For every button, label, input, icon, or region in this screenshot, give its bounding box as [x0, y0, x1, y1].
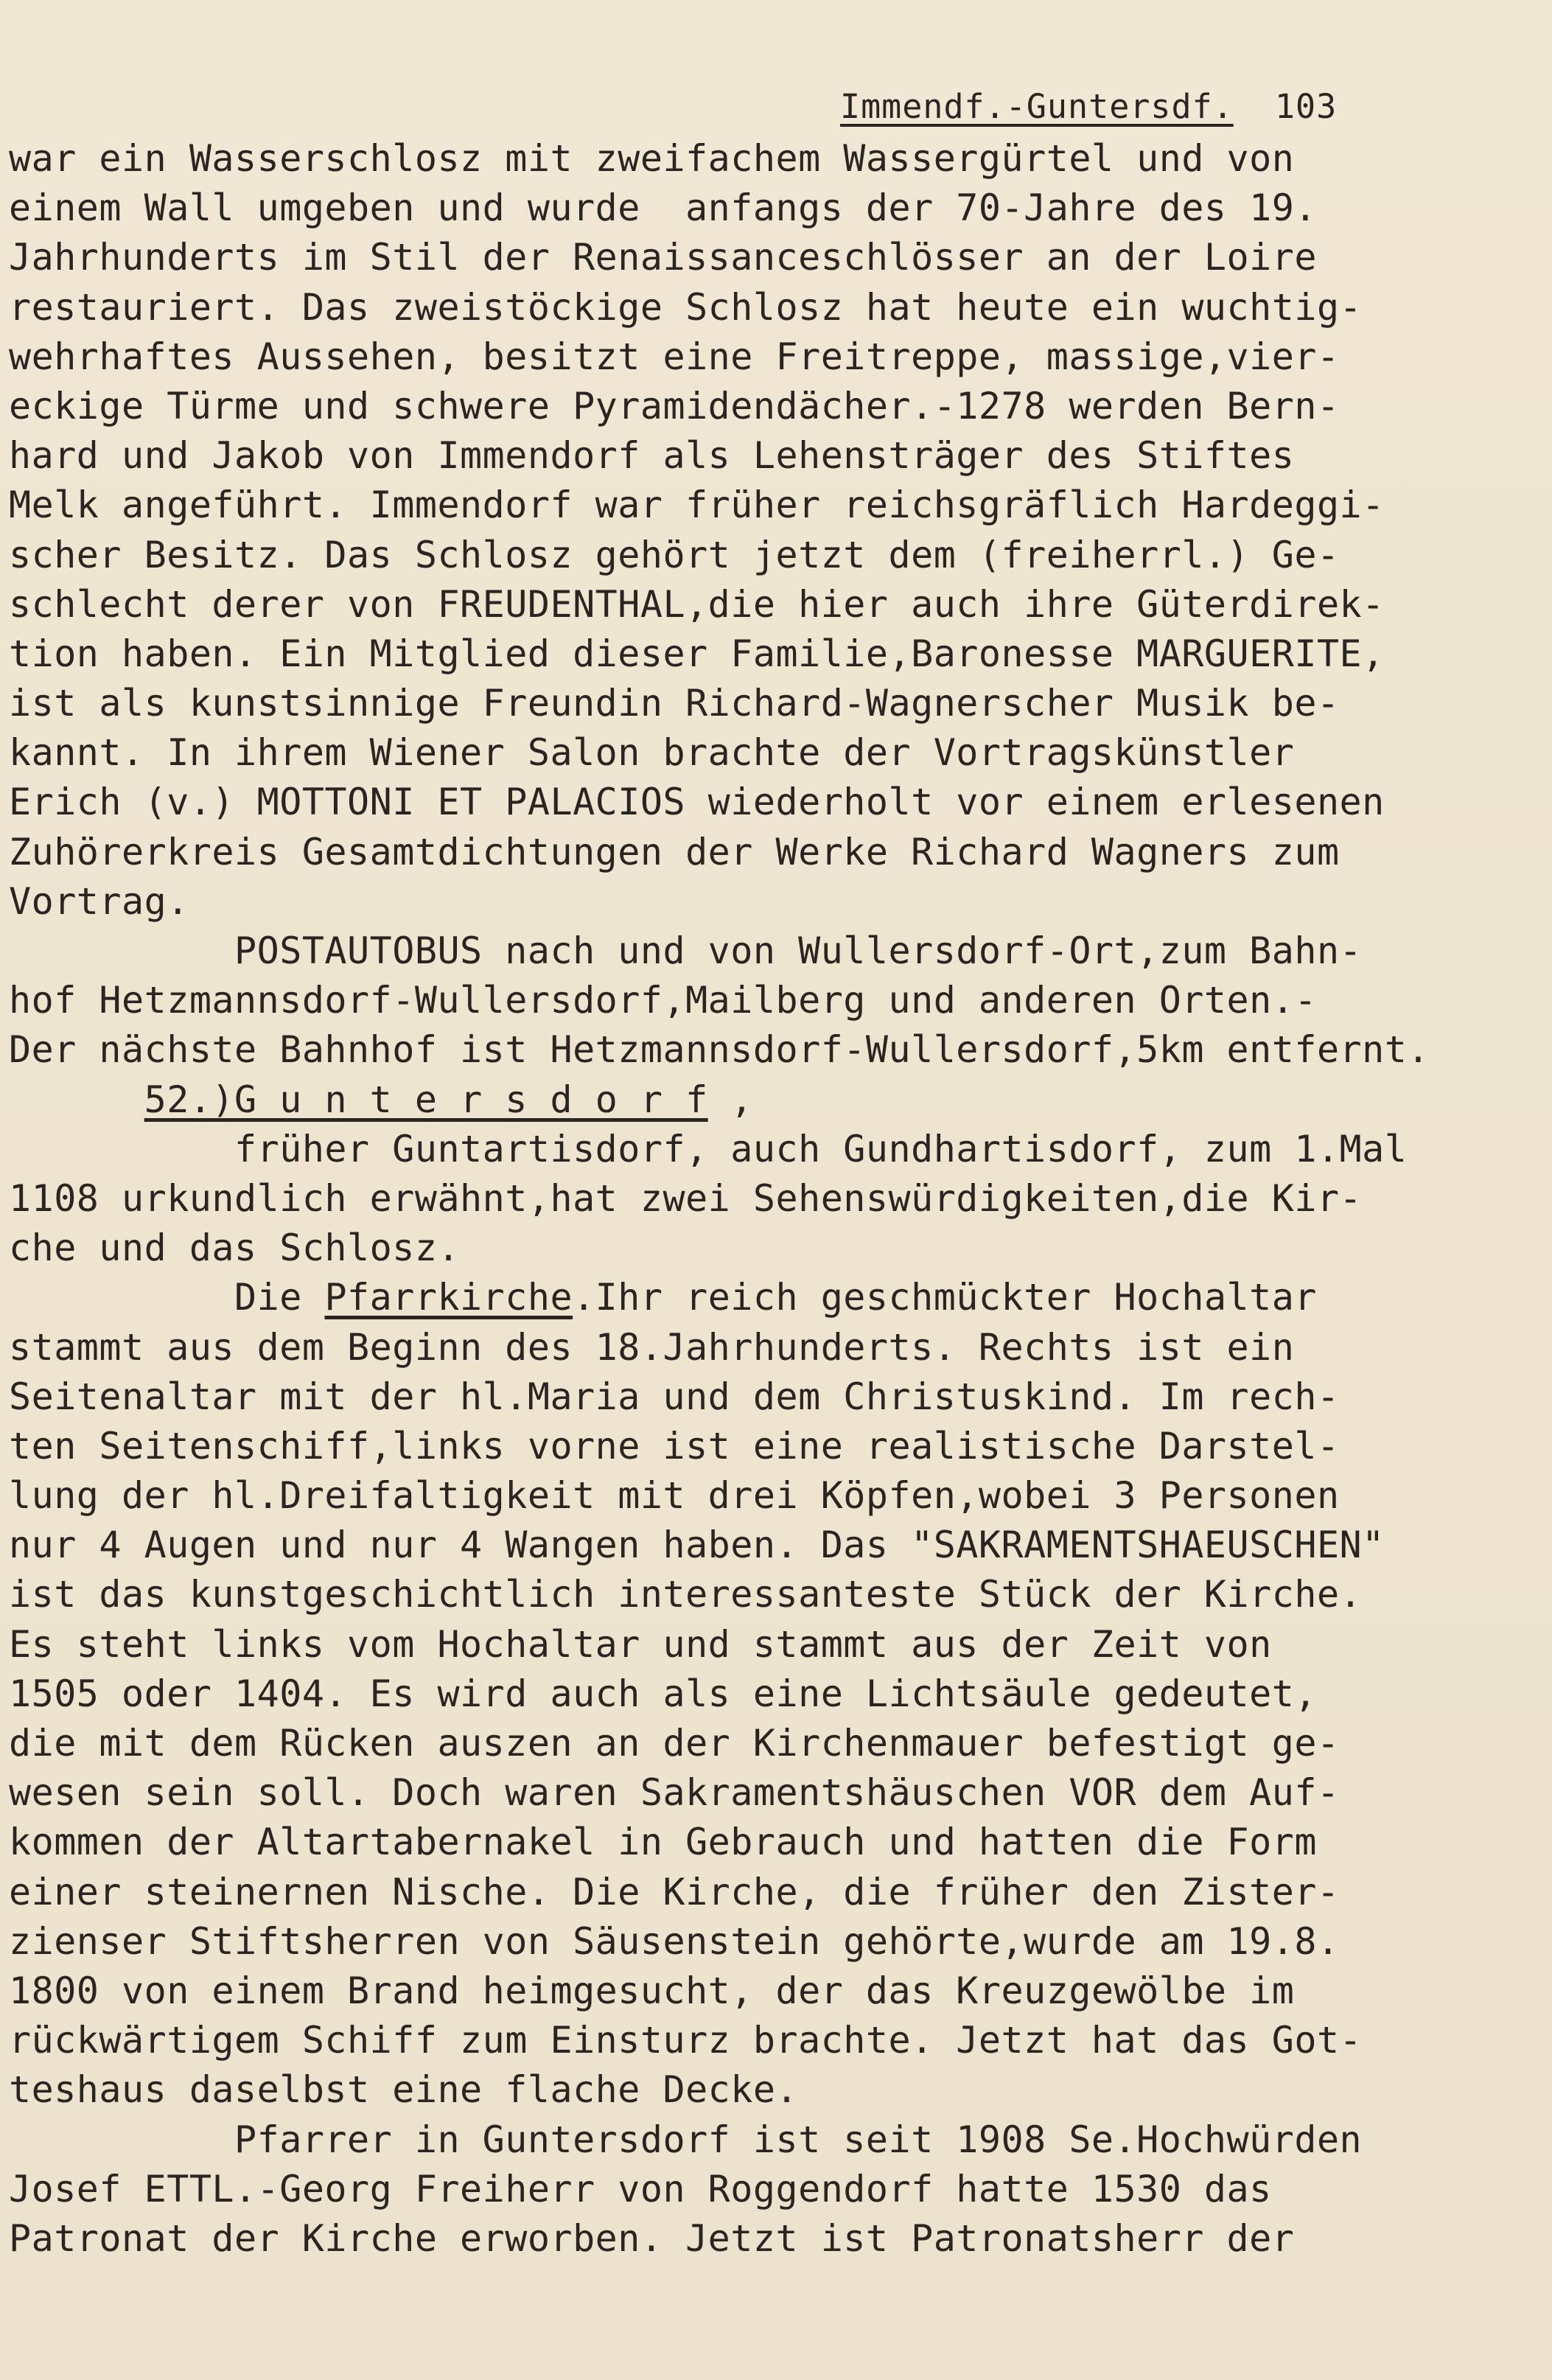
text-line: schlecht derer von FREUDENTHAL,die hier auch ihre Güterdirek- [9, 582, 1385, 626]
text-line: hard und Jakob von Immendorf als Lehensträger des Stiftes [9, 434, 1295, 478]
text-line: eckige Türme und schwere Pyramidendächer.-1278 werden Bern- [9, 384, 1340, 428]
text-line: einem Wall umgeben und wurde anfangs der 70-Jahre des 19. [9, 186, 1317, 230]
text-line: Zuhörerkreis Gesamtdichtungen der Werke Richard Wagners zum [9, 830, 1340, 873]
header-place: Immendf.-Guntersdf. [840, 87, 1234, 126]
text-line: hof Hetzmannsdorf-Wullersdorf,Mailberg und anderen Orten.- [9, 979, 1317, 1022]
text-line: 1800 von einem Brand heimgesucht, der das Kreuzgewölbe im [9, 1969, 1295, 2012]
text-line: Erich (v.) MOTTONI ET PALACIOS wiederholt vor einem erlesenen [9, 781, 1385, 824]
text-line: 1505 oder 1404. Es wird auch als eine Lichtsäule gedeutet, [9, 1672, 1317, 1715]
section-title: G u n t e r s d o r f [234, 1078, 708, 1121]
text-line: Josef ETTL.-Georg Freiherr von Roggendorf hatte 1530 das [9, 2167, 1272, 2210]
text-line: war ein Wasserschlosz mit zweifachem Wassergürtel und von [9, 137, 1295, 180]
body-text [9, 134, 1542, 2264]
text-line: teshaus daselbst eine flache Decke. [9, 2068, 799, 2112]
text-line: Vortrag. [9, 879, 189, 923]
text-line: lung der hl.Dreifaltigkeit mit drei Köpfen,wobei 3 Personen [9, 1474, 1340, 1518]
text-line: nur 4 Augen und nur 4 Wangen haben. Das "SAKRAMENTSHAEUSCHEN" [9, 1524, 1385, 1567]
text-line: Melk angeführt. Immendorf war früher reichsgräflich Hardeggi- [9, 484, 1385, 527]
text-line: Seitenaltar mit der hl.Maria und dem Christuskind. Im rech- [9, 1375, 1340, 1418]
section-heading [9, 1075, 1542, 1125]
text-line: wehrhaftes Aussehen, besitzt eine Freitreppe, massige,vier- [9, 335, 1340, 378]
text-line: einer steinernen Nische. Die Kirche, die früher den Zister- [9, 1870, 1340, 1913]
section-trail: , [707, 1078, 753, 1121]
text-line: kommen der Altartabernakel in Gebrauch und hatten die Form [9, 1821, 1317, 1864]
text-line: zienser Stiftsherren von Säusenstein gehörte,wurde am 19.8. [9, 1919, 1340, 1963]
text-line: che und das Schlosz. [9, 1226, 461, 1270]
text-line: Der nächste Bahnhof ist Hetzmannsdorf-Wullersdorf,5km entfernt. [9, 1028, 1430, 1072]
page-number: 103 [1274, 87, 1338, 126]
text-line: Jahrhunderts im Stil der Renaissanceschlösser an der Loire [9, 236, 1317, 279]
pfarrkirche-lead: Die [9, 1276, 325, 1319]
text-line: ten Seitenschiff,links vorne ist eine realistische Darstel- [9, 1424, 1340, 1468]
text-line: ist als kunstsinnige Freundin Richard-Wagnerscher Musik be- [9, 682, 1340, 725]
pfarrkirche-rest: .Ihr reich geschmückter Hochaltar [573, 1276, 1317, 1319]
text-line: die mit dem Rücken auszen an der Kirchenmauer befestigt ge- [9, 1722, 1340, 1765]
pfarrkirche-line [9, 1273, 1542, 1322]
text-line: tion haben. Ein Mitglied dieser Familie,Baronesse MARGUERITE, [9, 632, 1385, 675]
text-line: früher Guntartisdorf, auch Gundhartisdorf, zum 1.Mal [9, 1127, 1408, 1170]
text-line: Pfarrer in Guntersdorf ist seit 1908 Se.Hochwürden [9, 2118, 1363, 2161]
text-line: rückwärtigem Schiff zum Einsturz brachte. Jetzt hat das Got- [9, 2019, 1363, 2062]
text-line: Patronat der Kirche erworben. Jetzt ist Patronatsherr der [9, 2216, 1295, 2260]
text-line: 1108 urkundlich erwähnt,hat zwei Sehenswürdigkeiten,die Kir- [9, 1176, 1363, 1220]
pfarrkirche-term: Pfarrkirche [324, 1276, 573, 1319]
text-line: restauriert. Das zweistöckige Schlosz hat heute ein wuchtig- [9, 285, 1363, 329]
text-line: scher Besitz. Das Schlosz gehört jetzt dem (freiherrl.) Ge- [9, 533, 1340, 576]
text-line: stammt aus dem Beginn des 18.Jahrhunderts. Rechts ist ein [9, 1325, 1295, 1369]
page-header [840, 87, 1337, 126]
section-number: 52.) [144, 1078, 235, 1121]
text-line: wesen sein soll. Doch waren Sakramentshäuschen VOR dem Auf- [9, 1771, 1340, 1815]
text-line: kannt. In ihrem Wiener Salon brachte der Vortragskünstler [9, 731, 1295, 775]
text-line: Es steht links vom Hochaltar und stammt aus der Zeit von [9, 1622, 1272, 1666]
text-line: POSTAUTOBUS nach und von Wullersdorf-Ort,zum Bahn- [9, 929, 1363, 972]
text-line: ist das kunstgeschichtlich interessanteste Stück der Kirche. [9, 1573, 1363, 1616]
